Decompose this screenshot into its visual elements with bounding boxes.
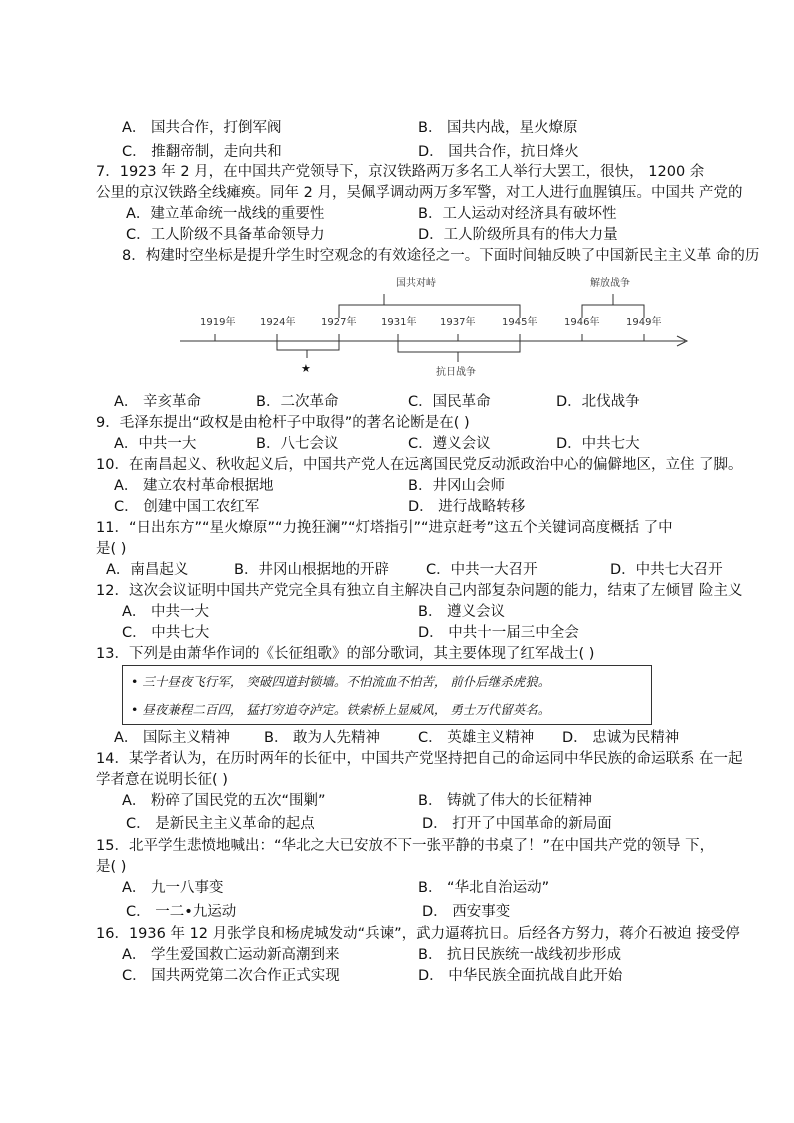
q13-stem: 13．下列是由萧华作词的《长征组歌》的部分歌词，其主要体现了红军战士( ) <box>96 646 595 662</box>
q8-timeline-diagram <box>180 268 700 388</box>
q12-option-a: A． 中共一大 <box>122 604 210 620</box>
q12-option-c: C． 中共七大 <box>122 625 210 641</box>
q14-option-a: A． 粉碎了国民党的五次“围剿” <box>122 793 326 809</box>
q10-option-c: C． 创建中国工农红军 <box>114 499 260 515</box>
q7-option-b: B．工人运动对经济具有破坏性 <box>418 206 617 222</box>
q9-stem: 9．毛泽东提出“政权是由枪杆子中取得”的著名论断是在( ) <box>96 415 470 431</box>
q11-stem-line1: 11．“日出东方”“星火燎原”“力挽狂澜”“灯塔指引”“进京赶考”这五个关键词高度概括 了中 <box>96 520 673 536</box>
q7-stem-line2: 公里的京汉铁路全线瘫痪。同年 2 月，吴佩孚调动两万多军警，对工人进行血腥镇压。中国共 产党的 <box>96 185 743 201</box>
q14-stem-line1: 14．某学者认为，在历时两年的长征中，中国共产党坚持把自己的命运同中华民族的命运联系 在一起 <box>96 751 743 767</box>
q13-option-b: B． 敢为人先精神 <box>264 730 381 746</box>
timeline-label-anti-japanese-war: 抗日战争 <box>436 367 476 378</box>
q12-stem: 12．这次会议证明中国共产党完全具有独立自主解决自己内部复杂问题的能力，结束了左倾冒 险主义 <box>96 583 743 599</box>
q15-stem-line2: 是( ) <box>96 859 127 875</box>
timeline-star-icon: ★ <box>301 362 311 375</box>
q8-stem: 8．构建时空坐标是提升学生时空观念的有效途径之一。下面时间轴反映了中国新民主主义革 命的历 <box>122 248 760 264</box>
q7-option-d: D．工人阶级所具有的伟大力量 <box>418 227 618 243</box>
q15-stem-line1: 15．北平学生悲愤地喊出：“华北之大已安放不下一张平静的书桌了！”在中国共产党的领导 下， <box>96 838 715 854</box>
q7-option-c: C．工人阶级不具备革命领导力 <box>126 227 325 243</box>
q9-option-c: C．遵义会议 <box>408 436 491 452</box>
q13-lyrics-box <box>122 665 652 725</box>
q13-option-c: C． 英雄主义精神 <box>418 730 535 746</box>
q9-option-d: D．中共七大 <box>556 436 640 452</box>
timeline-year-1927: 1927年 <box>321 317 357 328</box>
q11-option-d: D．中共七大召开 <box>610 562 723 578</box>
q11-option-b: B．井冈山根据地的开辟 <box>234 562 389 578</box>
q9-option-b: B．八七会议 <box>256 436 339 452</box>
q9-option-a: A．中共一大 <box>114 436 197 452</box>
q6-option-b: B． 国共内战，星火燎原 <box>418 120 578 136</box>
q8-option-b: B．二次革命 <box>256 394 339 410</box>
q12-option-b: B． 遵义会议 <box>418 604 506 620</box>
timeline-year-1919: 1919年 <box>200 317 236 328</box>
q16-option-a: A． 学生爱国救亡运动新高潮到来 <box>122 947 340 963</box>
q11-option-c: C．中共一大召开 <box>426 562 538 578</box>
q11-stem-line2: 是( ) <box>96 541 127 557</box>
q7-stem-line1: 7．1923 年 2 月，在中国共产党领导下，京汉铁路两万多名工人举行大罢工，很快， 1200 余 <box>96 164 705 180</box>
q13-lyric-line1: • 三十昼夜飞行军， 突破四道封锁墙。不怕流血不怕苦， 前仆后继杀虎狼。 <box>131 674 551 689</box>
q10-option-b: B．井冈山会师 <box>408 478 505 494</box>
q8-option-c: C．国民革命 <box>408 394 491 410</box>
q14-stem-line2: 学者意在说明长征( ) <box>96 772 228 788</box>
q14-option-c: C． 是新民主主义革命的起点 <box>126 816 315 832</box>
q8-option-d: D．北伐战争 <box>556 394 640 410</box>
q12-option-d: D． 中共十一届三中全会 <box>418 625 579 641</box>
timeline-year-1937: 1937年 <box>440 317 476 328</box>
q15-option-d: D． 西安事变 <box>422 904 511 920</box>
q11-option-a: A．南昌起义 <box>106 562 189 578</box>
timeline-year-1949: 1949年 <box>626 317 662 328</box>
q6-option-c: C． 推翻帝制，走向共和 <box>122 144 282 160</box>
timeline-year-1931: 1931年 <box>381 317 417 328</box>
q16-option-d: D． 中华民族全面抗战自此开始 <box>418 968 623 984</box>
q14-option-d: D． 打开了中国革命的新局面 <box>422 816 612 832</box>
q15-option-c: C． 一二•九运动 <box>126 904 237 920</box>
q16-option-c: C． 国共两党第二次合作正式实现 <box>122 968 340 984</box>
q8-option-a: A． 辛亥革命 <box>114 394 202 410</box>
q16-stem: 16．1936 年 12 月张学良和杨虎城发动“兵谏”，武力逼蒋抗日。后经各方努力，蒋介石被迫 接受停 <box>96 926 740 942</box>
timeline-year-1945: 1945年 <box>502 317 538 328</box>
q7-option-a: A．建立革命统一战线的重要性 <box>126 206 325 222</box>
q16-option-b: B． 抗日民族统一战线初步形成 <box>418 947 622 963</box>
q6-option-d: D． 国共合作，抗日烽火 <box>418 144 579 160</box>
q10-stem: 10．在南昌起义、秋收起义后，中国共产党人在远离国民党反动派政治中心的偏僻地区，立住 了脚。 <box>96 457 743 473</box>
q15-option-b: B． “华北自治运动” <box>418 880 550 896</box>
q14-option-b: B． 铸就了伟大的长征精神 <box>418 793 593 809</box>
timeline-label-kmt-cpc-standoff: 国共对峙 <box>396 278 436 289</box>
timeline-year-1946: 1946年 <box>564 317 600 328</box>
q6-option-a: A． 国共合作，打倒军阀 <box>122 120 282 136</box>
timeline-year-1924: 1924年 <box>260 317 296 328</box>
q10-option-d: D． 进行战略转移 <box>408 499 526 515</box>
timeline-label-liberation-war: 解放战争 <box>590 278 630 289</box>
q15-option-a: A． 九一八事变 <box>122 880 224 896</box>
q13-option-a: A． 国际主义精神 <box>114 730 231 746</box>
q13-option-d: D． 忠诚为民精神 <box>562 730 680 746</box>
q13-lyric-line2: • 昼夜兼程二百四， 猛打穷追夺泸定。铁索桥上显威风， 勇士万代留英名。 <box>131 702 551 717</box>
q10-option-a: A． 建立农村革命根据地 <box>114 478 274 494</box>
